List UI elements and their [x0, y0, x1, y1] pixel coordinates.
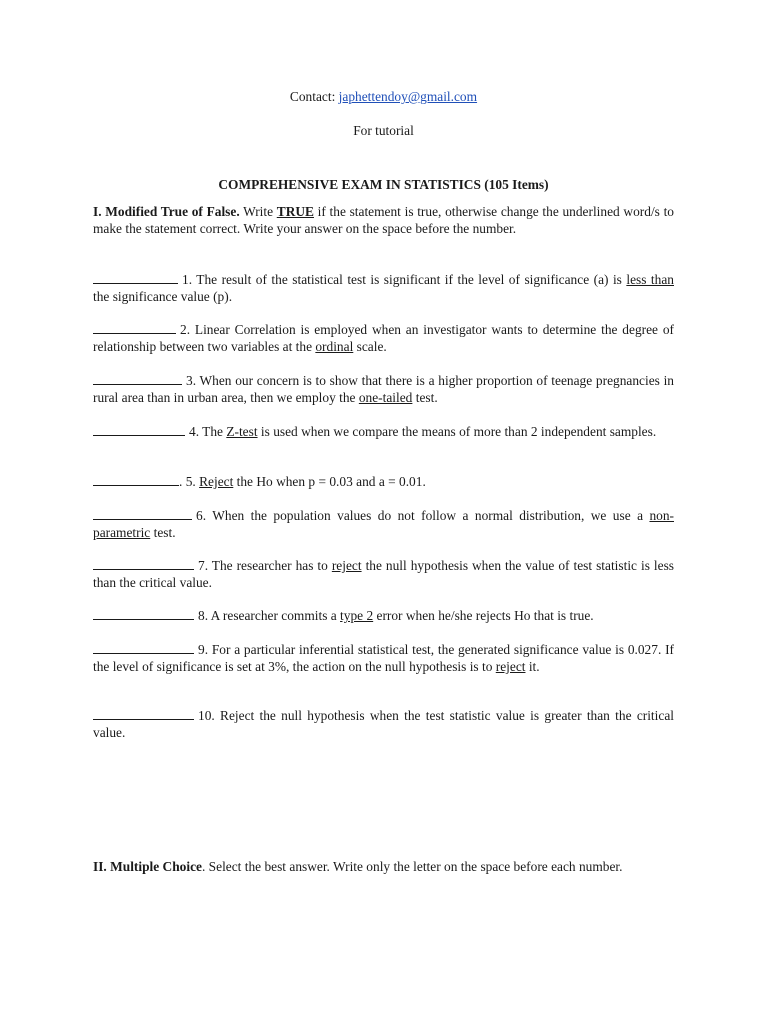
answer-blank[interactable] — [93, 271, 178, 284]
question-item-7: 7. The researcher has to reject the null hypothesis when the value of test statistic is less than the critical value. — [93, 558, 674, 590]
answer-blank[interactable] — [93, 557, 194, 570]
section2-instructions: II. Multiple Choice. Select the best answer. Write only the letter on the space before each number. — [93, 859, 623, 874]
contact-line — [93, 88, 674, 105]
answer-blank[interactable] — [93, 641, 194, 654]
question-item-1: 1. The result of the statistical test is significant if the level of significance (a) is less than the significance value (p). — [93, 272, 674, 304]
answer-blank[interactable] — [93, 473, 179, 486]
tutorial-line: For tutorial — [353, 123, 414, 138]
answer-blank[interactable] — [93, 507, 192, 520]
question-item-5: . 5. Reject the Ho when p = 0.03 and a = 0.01. — [93, 473, 674, 490]
section2-heading: II. Multiple Choice — [93, 859, 202, 874]
question-item-9: 9. For a particular inferential statistical test, the generated significance value is 0.027. If the level of significance is set at 3%, the action on the null hypothesis is to reject it. — [93, 642, 674, 674]
exam-title: COMPREHENSIVE EXAM IN STATISTICS (105 Items) — [218, 177, 549, 192]
answer-blank[interactable] — [93, 423, 185, 436]
answer-blank[interactable] — [93, 372, 182, 385]
contact-label: Contact: — [289, 89, 336, 104]
contact-email-link[interactable]: japhettendoy@gmail.com — [338, 89, 478, 104]
section1-instructions: I. Modified True of False. Write TRUE if the statement is true, otherwise change the underlined word/s to make the statement correct. Write your answer on the space before the number. — [93, 204, 674, 236]
question-item-2: 2. Linear Correlation is employed when an investigator wants to determine the degree of relationship between two variables at the ordinal scale. — [93, 322, 674, 354]
question-item-10: 10. Reject the null hypothesis when the test statistic value is greater than the critical value. — [93, 708, 674, 740]
answer-blank[interactable] — [93, 707, 194, 720]
answer-blank[interactable] — [93, 321, 176, 334]
question-item-8: 8. A researcher commits a type 2 error when he/she rejects Ho that is true. — [93, 607, 674, 624]
question-item-4: 4. The Z-test is used when we compare the means of more than 2 independent samples. — [93, 423, 674, 440]
question-item-6: 6. When the population values do not follow a normal distribution, we use a non-parametric test. — [93, 508, 674, 540]
section1-heading: I. Modified True of False. — [93, 204, 240, 219]
true-keyword: TRUE — [276, 204, 314, 219]
question-item-3: 3. When our concern is to show that there is a higher proportion of teenage pregnancies in rural area than in urban area, then we employ the one-tailed test. — [93, 373, 674, 405]
answer-blank[interactable] — [93, 607, 194, 620]
